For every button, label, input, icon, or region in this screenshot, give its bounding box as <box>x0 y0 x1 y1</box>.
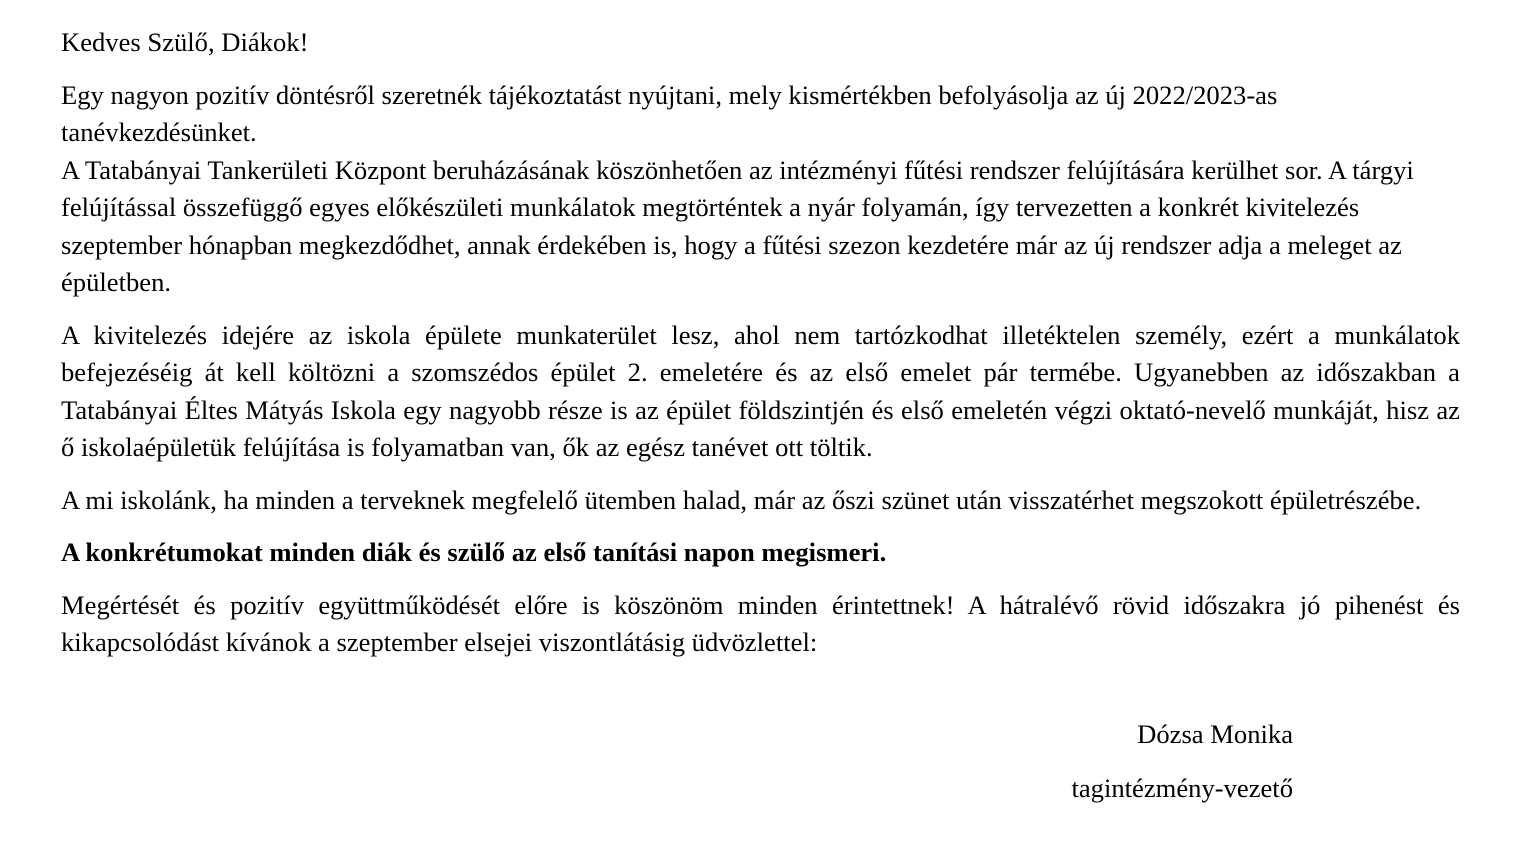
paragraph-closing: Megértését és pozitív együttműködését előre is köszönöm minden érintettnek! A hátralévő rövid időszakra jó pihenést és kikapcsolódást kívánok a szeptember elsejei viszontlátásig üdvözlettel: <box>61 589 1460 657</box>
signature-title: tagintézmény-vezető <box>1071 773 1293 803</box>
paragraph-relocation: A kivitelezés idejére az iskola épülete munkaterület lesz, ahol nem tartózkodhat illetéktelen személy, ezért a munkálatok befejezéséig át kell költözni a szomszédos épület 2. emeletére és az első emelet pár termébe. Ugyanebben az időszakban a Tatabányai Éltes Mátyás Iskola egy nagyobb része is az épület földszintjén és első emeletén végzi oktató-nevelő munkáját, hisz az ő iskolaépületük felújítása is folyamatban van, ők az egész tanévet ott töltik. <box>61 319 1460 462</box>
paragraph-details-notice: A konkrétumokat minden diák és szülő az első tanítási napon megismeri. <box>61 537 887 567</box>
letter-body <box>61 24 1460 662</box>
paragraph-intro: Egy nagyon pozitív döntésről szeretnék tájékoztatást nyújtani, mely kismértékben befolyásolja az új 2022/2023-as tanévkezdésünket. <box>61 79 1278 147</box>
paragraph-return: A mi iskolánk, ha minden a terveknek megfelelő ütemben halad, már az őszi szünet után visszatérhet megszokott épületrészébe. <box>61 484 1422 515</box>
paragraph-renovation: A Tatabányai Tankerületi Központ beruházásának köszönhetően az intézményi fűtési rendszer felújítására kerülhet sor. A tárgyi felújítással összefüggő egyes előkészületi munkálatok megtörténtek a nyár folyamán, így tervezetten a konkrét kivitelezés szeptember hónapban megkezdődhet, annak érdekében is, hogy a fűtési szezon kezdetére már az új rendszer adja a meleget az épületben. <box>61 154 1414 297</box>
greeting: Kedves Szülő, Diákok! <box>61 27 309 57</box>
signature-name: Dózsa Monika <box>1137 719 1293 749</box>
